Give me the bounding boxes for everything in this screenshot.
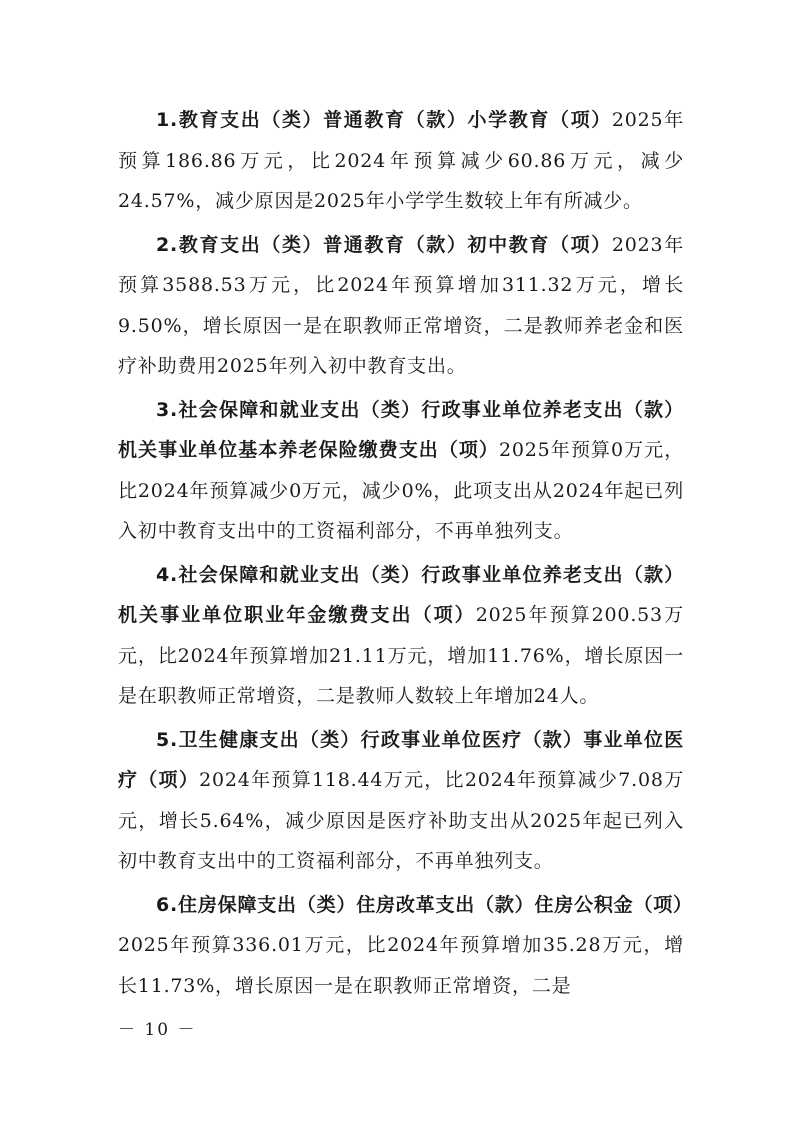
budget-item-2 — [118, 225, 684, 387]
budget-item-3-heading: 3.社会保障和就业支出（类）行政事业单位养老支出（款）机关事业单位基本养老保险缴费支出（项） — [118, 398, 684, 461]
budget-item-5 — [118, 720, 684, 882]
budget-item-3-text: 2025年预算0万元，比2024年预算减少0万元，减少0%，此项支出从2024年起已列入初中教育支出中的工资福利部分，不再单独列支。 — [118, 439, 685, 542]
document-body — [118, 100, 693, 1009]
budget-item-6-text: 2025年预算336.01万元，比2024年预算增加35.28万元，增长11.73%，增长原因一是在职教师正常增资，二是 — [118, 934, 684, 997]
budget-item-2-heading: 2.教育支出（类）普通教育（款）初中教育（项） — [156, 233, 612, 256]
budget-item-5-text: 2024年预算118.44万元，比2024年预算减少7.08万元，增长5.64%，减少原因是医疗补助支出从2025年起已列入初中教育支出中的工资福利部分，不再单独列支。 — [118, 769, 685, 872]
budget-item-1 — [118, 100, 684, 222]
budget-item-4 — [118, 555, 684, 717]
budget-item-1-heading: 1.教育支出（类）普通教育（款）小学教育（项） — [156, 109, 612, 131]
budget-item-3 — [118, 390, 684, 552]
budget-item-5-heading: 5.卫生健康支出（类）行政事业单位医疗（款）事业单位医疗（项） — [118, 728, 684, 791]
budget-item-4-text: 2025年预算200.53万元，比2024年预算增加21.11万元，增加11.76%，增长原因一是在职教师正常增资，二是教师人数较上年增加24人。 — [118, 604, 684, 707]
budget-item-4-heading: 4.社会保障和就业支出（类）行政事业单位养老支出（款）机关事业单位职业年金缴费支出（项） — [118, 563, 684, 626]
budget-item-6 — [118, 885, 693, 1007]
page-number: － 10 － — [118, 1020, 197, 1040]
budget-item-1-text: 2025年预算186.86万元，比2024年预算减少60.86万元，减少24.57%，减少原因是2025年小学学生数较上年有所减少。 — [118, 109, 684, 212]
budget-item-2-text: 2023年预算3588.53万元，比2024年预算增加311.32万元，增长9.50%，增长原因一是在职教师正常增资，二是教师养老金和医疗补助费用2025年列入初中教育支出。 — [118, 233, 684, 377]
budget-item-6-heading: 6.住房保障支出（类）住房改革支出（款）住房公积金（项） — [156, 893, 693, 916]
